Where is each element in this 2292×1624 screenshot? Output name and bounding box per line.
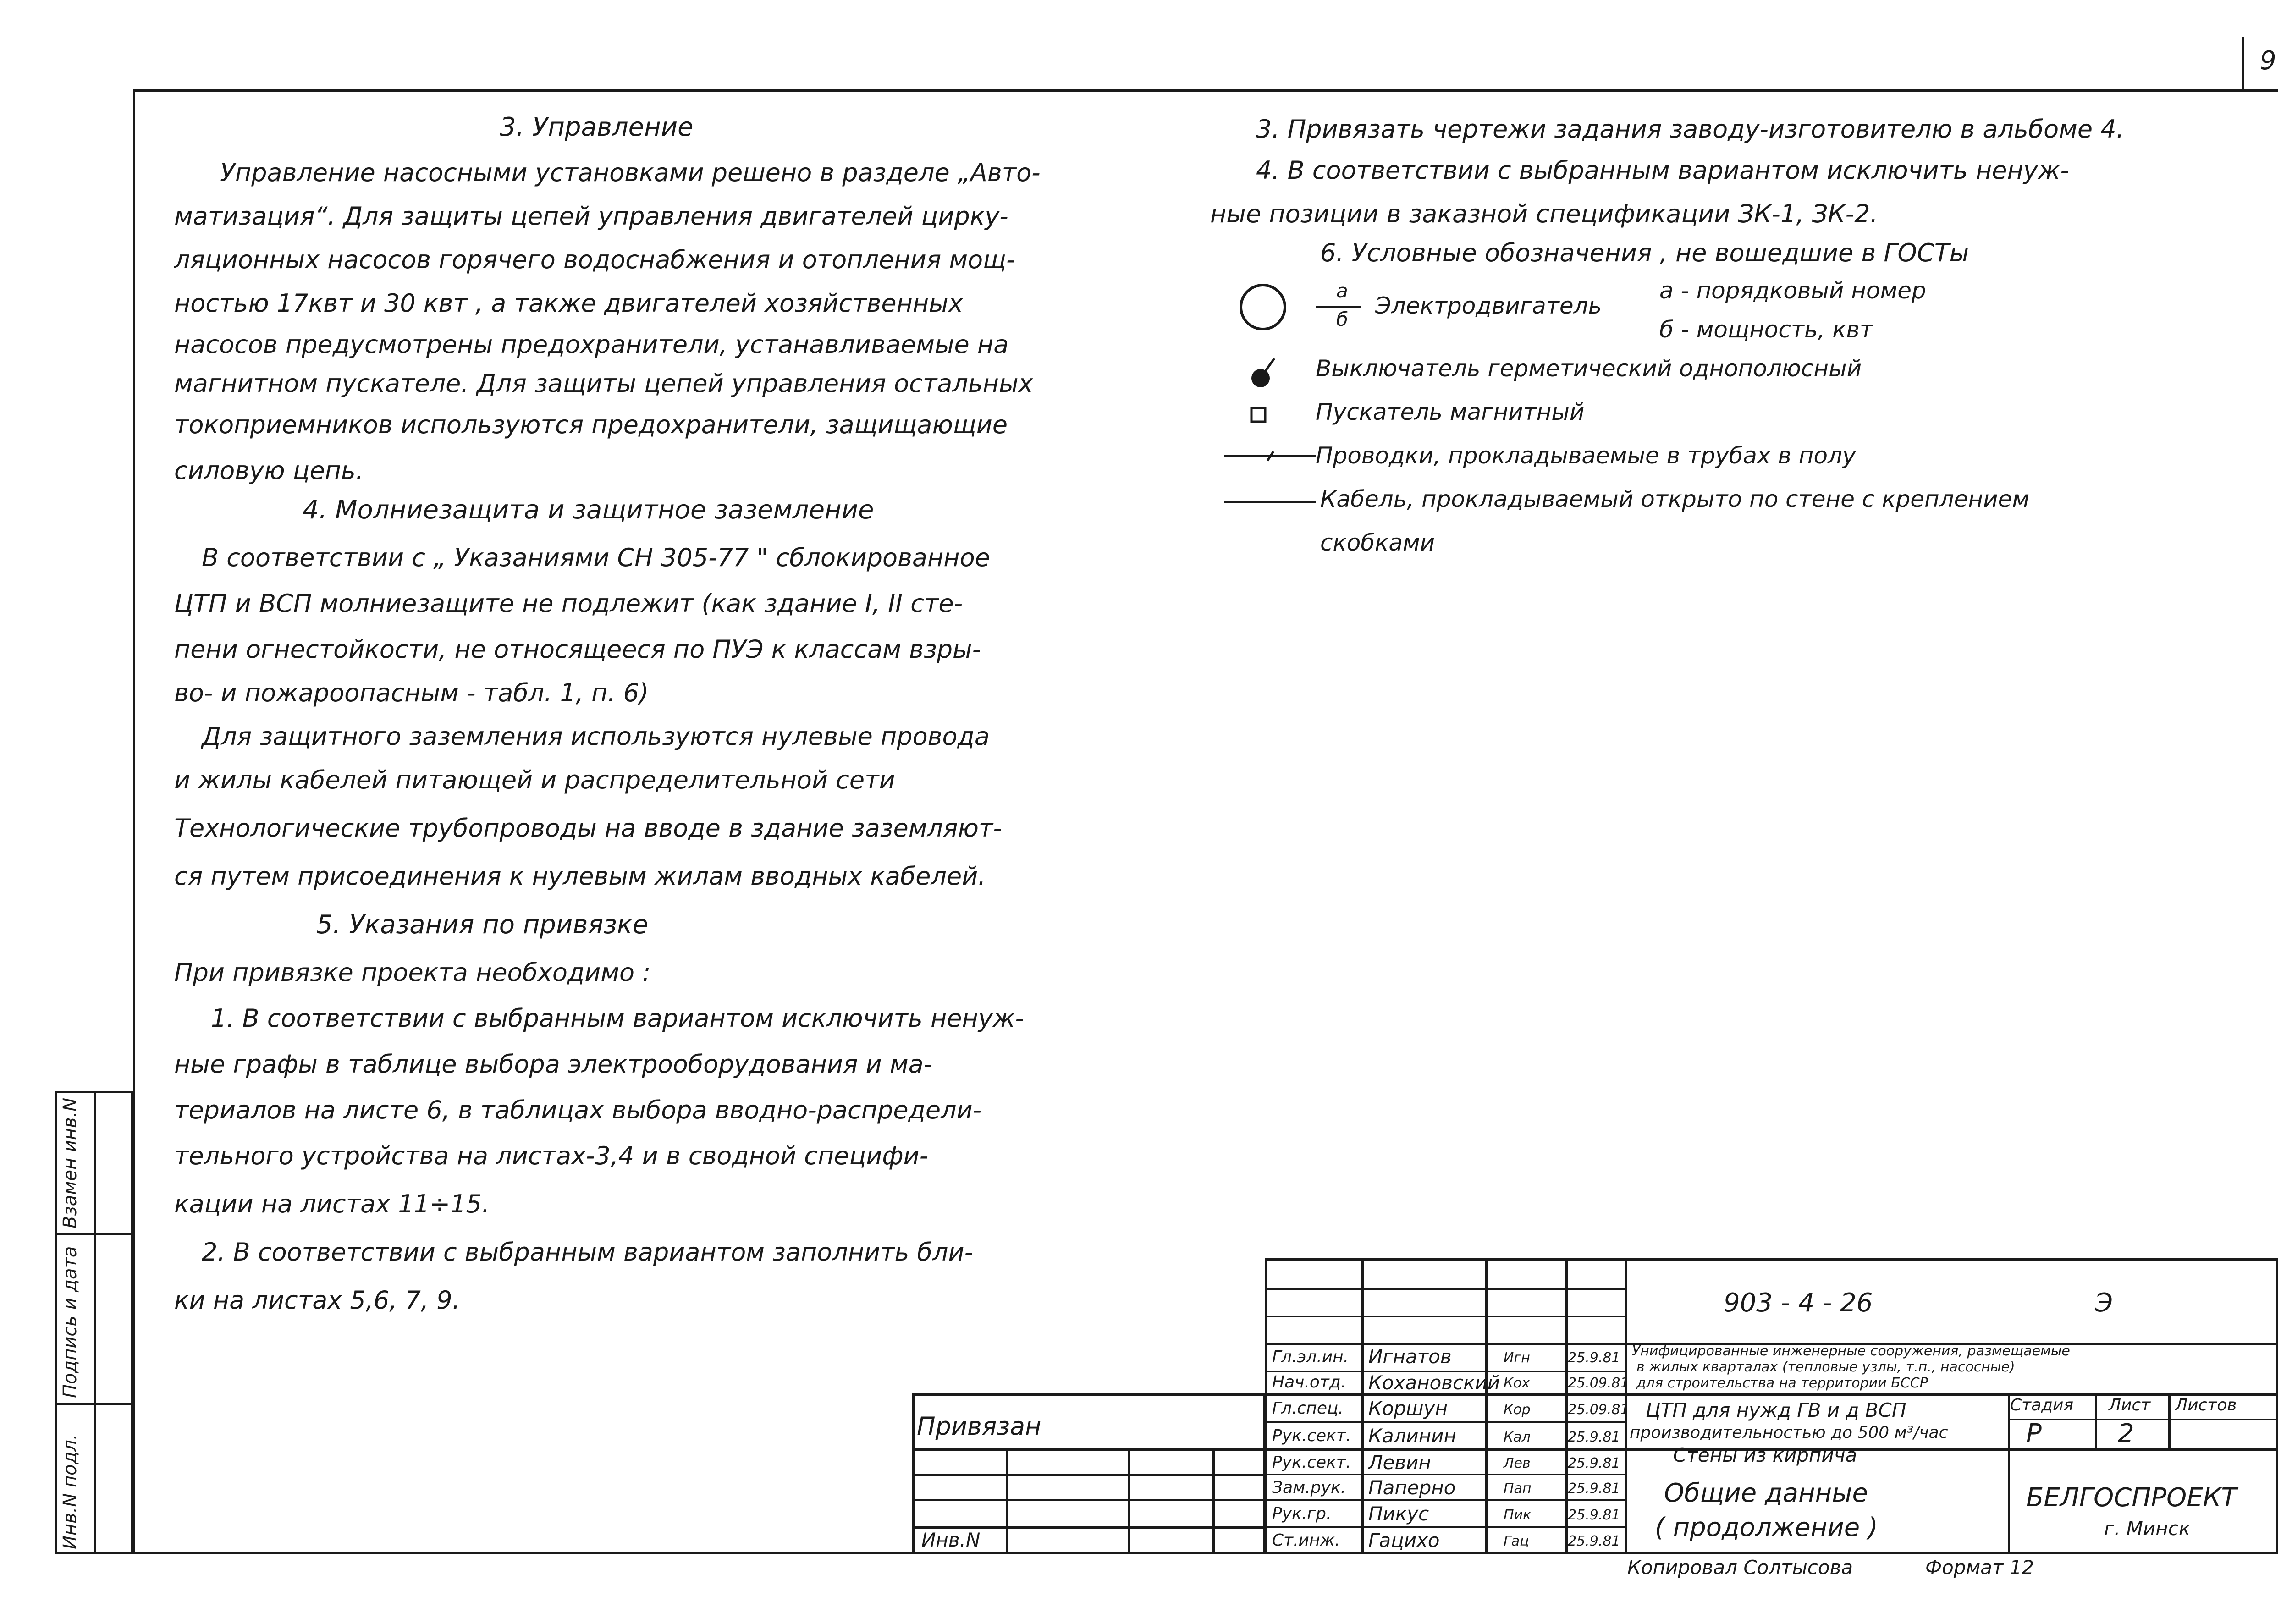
sec5-line-5: тельного устройства на листах-3,4 и в сводной специфи- [174,1141,929,1170]
building-line-2: производительностью до 500 м³/час [1630,1423,1948,1442]
cable-line-icon [1224,493,1316,511]
sec4-line-2: ЦТП и ВСП молниезащите не подлежит (как здание I, II сте- [174,589,963,618]
date-7: 25.9.81 [1568,1507,1620,1523]
sec5-line-7: 2. В соответствии с выбранным вариантом заполнить бли- [202,1238,974,1266]
side-stamp-row-2 [55,1403,133,1405]
top-border [133,89,2278,92]
sign-7: Пик [1504,1507,1532,1523]
date-2: 25.09.81 [1568,1375,1629,1391]
name-6: Паперно [1368,1476,1456,1499]
sheet-value: 2 [2118,1419,2134,1448]
role-4: Рук.сект. [1272,1426,1351,1445]
stamp-role-row-7 [1265,1526,1625,1528]
pipe-wiring-line-icon [1224,447,1316,465]
sign-1: Игн [1504,1350,1530,1366]
stamp-stage-header-row [2008,1419,2278,1420]
sec5-line-8: ки на листах 5,6, 7, 9. [174,1286,460,1315]
sheets-header: Листов [2175,1396,2237,1415]
project-title-2: в жилых кварталах (тепловые узлы, т.п., насосные) [1636,1359,2015,1375]
name-3: Коршун [1368,1397,1448,1420]
name-8: Гацихо [1368,1529,1440,1552]
motor-fraction-top: а [1336,280,1348,302]
side-stamp-row-1 [55,1233,133,1235]
sec3-line-8: силовую цепь. [174,456,364,485]
date-8: 25.9.81 [1568,1533,1620,1549]
sec4-line-5: Для защитного заземления используются нулевые провода [202,722,990,751]
sheet-header: Лист [2109,1396,2151,1415]
sec3-line-3: ляционных насосов горячего водоснабжения и отопления мощ- [174,245,1015,274]
sheet-format: Формат 12 [1925,1556,2034,1579]
sign-3: Кор [1504,1402,1531,1418]
starter-label: Пускатель магнитный [1316,399,1585,425]
section-5-heading: 5. Указания по привязке [316,910,649,940]
sec3-line-4: ностью 17квт и 30 квт , а также двигателей хозяйственных [174,289,963,318]
switch-label: Выключатель герметический однополюсный [1316,355,1862,382]
stamp-role-row-6 [1265,1499,1625,1501]
sign-4: Кал [1504,1429,1531,1445]
stamp-row-a [1265,1288,1625,1290]
sign-5: Лев [1504,1455,1531,1471]
role-6: Зам.рук. [1272,1478,1346,1497]
stage-value: Р [2026,1419,2042,1448]
building-line-3: Стены из кирпича [1673,1444,1857,1466]
stage-header: Стадия [2010,1396,2074,1415]
section-code: Э [2095,1288,2113,1318]
item-6: 6. Условные обозначения , не вошедшие в ГОСТы [1320,238,1969,267]
building-line-1: ЦТП для нужд ГВ и д ВСП [1646,1399,1906,1421]
motor-circle-icon [1235,280,1290,335]
item-4-line-1: 4. В соответствии с выбранным вариантом исключить ненуж- [1256,156,2069,185]
stamp-role-row-3 [1265,1421,1625,1423]
section-3-heading: 3. Управление [500,112,694,142]
stamp-col-role [1361,1258,1364,1554]
role-3: Гл.спец. [1272,1399,1344,1418]
inv-label: Инв.N [921,1529,981,1551]
sec5-line-4: териалов на листе 6, в таблицах выбора вводно-распредели- [174,1096,982,1124]
sec3-line-1: Управление насосными установками решено в разделе „Авто- [220,158,1041,187]
privyazan-col-1 [1006,1448,1008,1554]
copied-by: Копировал Солтысова [1627,1556,1853,1579]
sec4-line-4: во- и пожароопасным - табл. 1, п. 6) [174,678,649,707]
role-2: Нач.отд. [1272,1373,1346,1392]
date-5: 25.9.81 [1568,1455,1620,1471]
project-title-3: для строительства на территории БССР [1636,1375,1928,1391]
org-city: г. Минск [2104,1517,2191,1540]
sec4-line-3: пени огнестойкости, не относящееся по ПУЭ к классам взры- [174,635,981,664]
pipe-wiring-label: Проводки, прокладываемые в трубах в полу [1316,442,1856,469]
sec4-line-7: Технологические трубопроводы на вводе в здание заземляют- [174,814,1002,842]
sec3-line-2: матизация“. Для защиты цепей управления двигателей цирку- [174,202,1008,231]
cable-label: Кабель, прокладываемый открыто по стене с креплением [1320,486,2030,512]
project-title-1: Унифицированные инженерные сооружения, размещаемые [1632,1343,2070,1359]
sec5-line-2: 1. В соответствии с выбранным вариантом исключить ненуж- [211,1004,1024,1033]
sec3-line-6: магнитном пускателе. Для защиты цепей управления остальных [174,369,1033,398]
sec5-line-3: ные графы в таблице выбора электрооборудования и ма- [174,1050,933,1079]
name-5: Левин [1368,1451,1431,1474]
stamp-divider-sheets [2168,1393,2171,1448]
date-3: 25.09.81 [1568,1402,1629,1418]
sec5-line-1: При привязке проекта необходимо : [174,958,651,987]
left-border [133,89,135,1552]
item-4-line-2: ные позиции в заказной спецификации ЗК-1, ЗК-2. [1210,199,1878,228]
switch-icon [1247,353,1284,394]
name-1: Игнатов [1368,1345,1452,1368]
role-8: Ст.инж. [1272,1531,1340,1550]
stamp-col-name [1485,1258,1488,1554]
sign-6: Пап [1504,1481,1532,1497]
privyazan-col-2 [1128,1448,1130,1554]
sec3-line-7: токоприемников используются предохранители, защищающие [174,410,1008,439]
stamp-divider-sheet [2095,1393,2097,1448]
date-4: 25.9.81 [1568,1429,1620,1445]
side-stamp-divider [94,1091,96,1554]
motor-label: Электродвигатель [1375,292,1602,319]
name-2: Кохановский [1368,1371,1500,1394]
role-1: Гл.эл.ин. [1272,1348,1349,1366]
side-label-sign-date: Подпись и дата [60,1246,81,1398]
sec3-line-5: насосов предусмотрены предохранители, устанавливаемые на [174,330,1009,359]
sec4-line-1: В соответствии с „ Указаниями СН 305-77 " сблокированное [202,543,990,572]
name-7: Пикус [1368,1503,1429,1525]
stamp-divider-stage [2008,1393,2010,1554]
name-4: Калинин [1368,1425,1456,1447]
item-3: 3. Привязать чертежи задания заводу-изготовителю в альбоме 4. [1256,115,2124,143]
side-label-inv-podl: Инв.N подл. [60,1434,81,1549]
privyazan-label: Привязан [917,1412,1041,1441]
side-label-vzamen: Взамен инв.N [60,1097,81,1228]
sec4-line-8: ся путем присоединения к нулевым жилам вводных кабелей. [174,862,986,891]
privyazan-col-3 [1212,1448,1215,1554]
cable-label-2: скобками [1320,529,1435,556]
sign-2: Кох [1504,1375,1530,1391]
role-7: Рук.гр. [1272,1504,1332,1523]
role-5: Рук.сект. [1272,1453,1351,1472]
date-1: 25.9.81 [1568,1350,1620,1366]
corner-tick [2242,37,2244,92]
starter-square-icon [1247,403,1274,431]
corner-mark: 9 [2260,46,2276,76]
sign-8: Гац [1504,1533,1529,1549]
stamp-row-b [1265,1316,1625,1317]
section-4-heading: 4. Молниезащита и защитное заземление [303,495,874,525]
sheet-title-2: ( продолжение ) [1655,1513,1878,1542]
motor-fraction-bottom: б [1336,308,1348,330]
sec5-line-6: кации на листах 11÷15. [174,1189,490,1218]
org-name: БЕЛГОСПРОЕКТ [2026,1483,2237,1513]
date-6: 25.9.81 [1568,1481,1620,1497]
doc-number: 903 - 4 - 26 [1724,1288,1873,1318]
sheet-title-1: Общие данные [1664,1478,1868,1508]
motor-a-desc: а - порядковый номер [1659,277,1926,304]
motor-b-desc: б - мощность, квт [1659,316,1873,343]
stamp-role-row-5 [1265,1474,1625,1475]
sec4-line-6: и жилы кабелей питающей и распределительной сети [174,765,895,794]
